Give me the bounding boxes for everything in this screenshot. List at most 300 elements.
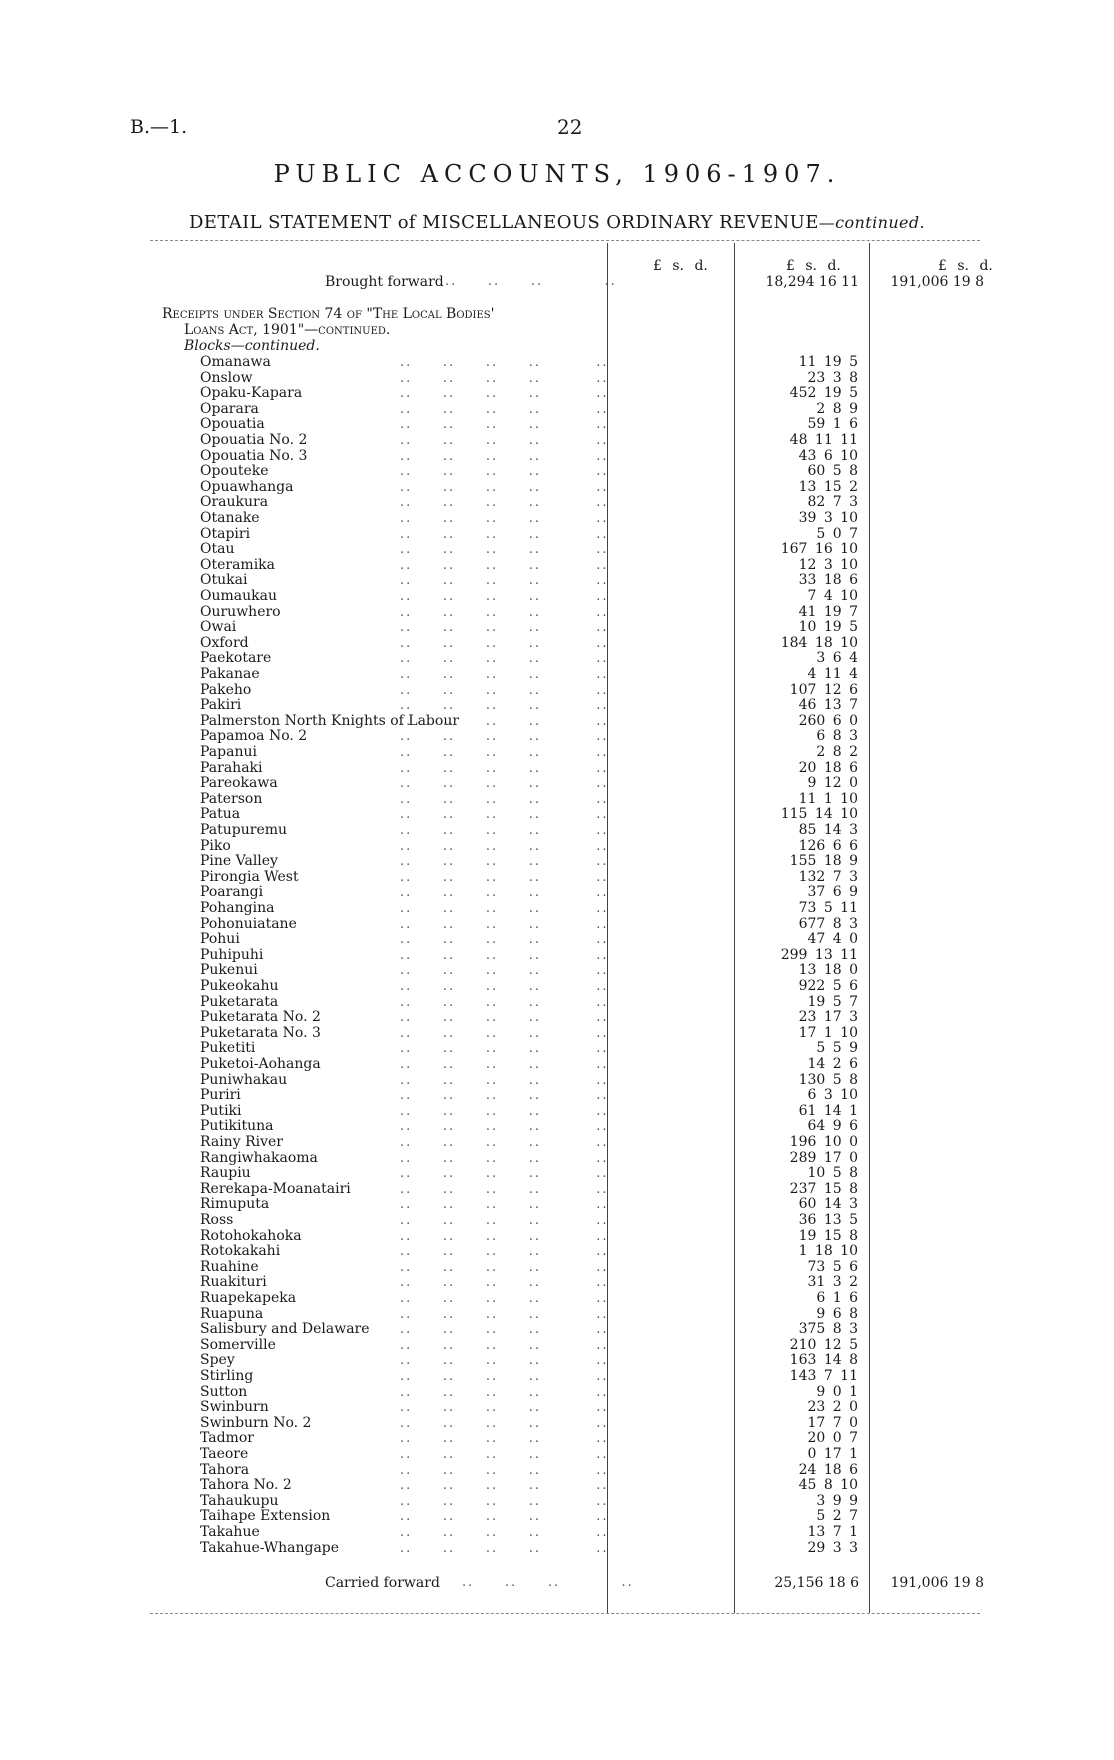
block-amount: 237 15 8 [789,1180,858,1197]
dot-leaders: .. .. .. .. .. [400,1369,609,1384]
block-name: Ruahine [200,1258,259,1275]
block-amount: 23 2 0 [807,1399,858,1416]
block-name: Oraukura [200,494,269,511]
block-name: Poarangi [200,884,264,901]
dot-leaders: .. .. .. .. .. [400,1010,609,1026]
table-row [0,1088,1114,1104]
block-amount: 13 7 1 [807,1524,858,1540]
block-amount: 33 18 6 [798,572,858,589]
table-row [0,511,1114,527]
table-row [0,839,1114,855]
table-row [0,1244,1114,1260]
block-name: Pohangina [200,900,275,916]
dot-leaders: .. .. .. .. .. [400,386,609,402]
block-name: Somerville [200,1336,276,1353]
page-number: 22 [557,115,583,139]
dot-leaders: .. .. .. .. .. [400,1103,609,1119]
dot-leaders: .. .. .. .. .. [400,573,609,589]
block-name: Puhipuhi [200,946,264,963]
block-amount: 36 13 5 [798,1212,858,1228]
block-name: Rotokakahi [200,1243,281,1260]
block-amount: 6 3 10 [807,1087,858,1104]
table-row [0,667,1114,683]
subtitle-main: DETAIL STATEMENT of MISCELLANEOUS ORDINARY REVENUE [188,212,819,233]
block-amount: 4 11 4 [807,666,858,682]
dot-leaders: .. .. .. .. .. [400,1025,609,1041]
block-amount: 39 3 10 [798,510,858,526]
block-amount: 130 5 8 [798,1071,858,1088]
table-row [0,1338,1114,1354]
block-name: Pakiri [200,697,242,714]
dot-leaders: .. .. .. .. .. [400,932,609,948]
dot-leaders: .. .. .. .. .. [400,901,609,916]
block-name: Owai [200,619,237,636]
block-name: Puniwhakau [200,1071,288,1088]
table-row [0,480,1114,496]
block-amount: 2 8 9 [816,400,858,417]
dot-leaders: .. .. .. .. .. [400,1041,609,1057]
dot-leaders: .. .. .. .. .. [400,1525,609,1540]
dot-leaders: .. .. .. .. .. [400,1228,609,1244]
table-row [0,792,1114,808]
dot-leaders: .. .. .. .. .. [400,1431,609,1447]
block-amount: 163 14 8 [789,1352,858,1369]
block-amount: 11 19 5 [798,354,858,370]
block-name: Ouruwhero [200,603,281,620]
block-amount: 299 13 11 [780,946,858,963]
section-heading-line2 [184,322,390,338]
block-name: Parahaki [200,759,263,776]
block-name: Opouatia [200,416,265,433]
table-row [0,1135,1114,1151]
dot-leaders: .. .. .. .. .. [400,1088,609,1104]
block-amount: 37 6 9 [807,884,858,901]
block-amount: 289 17 0 [789,1149,858,1166]
block-name: Puriri [200,1087,241,1104]
block-amount: 132 7 3 [798,868,858,885]
block-amount: 14 2 6 [807,1056,858,1072]
table-row [0,807,1114,823]
dot-leaders: .. .. .. .. .. [400,355,609,370]
block-amount: 452 19 5 [789,385,858,402]
block-name: Tahaukupu [200,1492,279,1509]
table-row [0,527,1114,543]
block-name: Onslow [200,369,253,386]
block-amount: 17 1 10 [798,1024,858,1041]
block-amount: 24 18 6 [798,1461,858,1478]
table-row [0,1509,1114,1525]
block-name: Taeore [200,1446,249,1462]
block-name: Pirongia West [200,868,299,885]
block-amount: 922 5 6 [798,978,858,994]
dot-leaders: .. .. .. .. .. [400,651,609,667]
block-name: Putikituna [200,1118,274,1135]
block-amount: 45 8 10 [798,1477,858,1494]
dot-leaders: .. .. .. .. .. [400,916,609,932]
page-title: PUBLIC ACCOUNTS, 1906-1907. [273,160,841,188]
block-amount: 1 18 10 [798,1243,858,1260]
block-name: Puketarata No. 3 [200,1024,321,1041]
dot-leaders: .. .. .. .. .. [400,464,609,480]
block-name: Takahue [200,1524,260,1540]
block-amount: 7 4 10 [807,588,858,604]
table-row [0,995,1114,1011]
table-row [0,1431,1114,1447]
block-name: Raupiu [200,1165,251,1182]
table-row [0,745,1114,761]
table-row [0,870,1114,886]
dot-leaders: .. .. .. .. .. [400,713,609,729]
block-name: Ruapekapeka [200,1290,297,1306]
block-amount: 12 3 10 [798,556,858,573]
block-amount: 20 0 7 [807,1430,858,1447]
table-row [0,433,1114,449]
block-name: Stirling [200,1368,254,1384]
table-row [0,1041,1114,1057]
table-row [0,1119,1114,1135]
block-amount: 31 3 2 [807,1274,858,1291]
block-name: Tahora [200,1461,250,1478]
block-name: Otapiri [200,525,251,542]
block-amount: 61 14 1 [798,1102,858,1119]
table-row [0,1400,1114,1416]
document-code: B.—1. [130,116,188,138]
table-row [0,963,1114,979]
column-header-3: £ s. d. [938,258,993,274]
block-amount: 60 14 3 [798,1196,858,1213]
section-heading-line2-text: Loans Act, 1901"—continued. [184,322,391,338]
dot-leaders: .. .. .. .. .. [400,854,609,870]
dot-leaders: .. .. .. .. .. [400,401,609,417]
block-name: Rerekapa-Moanatairi [200,1180,351,1197]
dot-leaders: .. .. .. .. .. [400,542,609,558]
dot-leaders: .. .. .. .. .. [400,823,609,838]
block-name: Oumaukau [200,588,277,604]
block-name: Swinburn [200,1399,269,1416]
block-name: Opouteke [200,463,269,480]
table-row [0,605,1114,621]
table-row [0,1275,1114,1291]
column-header-2: £ s. d. [786,258,841,274]
block-amount: 375 8 3 [798,1321,858,1338]
dot-leaders: .. .. .. .. .. [400,760,609,776]
dot-leaders: .. .. .. .. .. [400,495,609,511]
block-amount: 59 1 6 [807,416,858,433]
dot-leaders: .. .. .. .. .. [400,479,609,495]
table-row [0,854,1114,870]
table-row [0,1026,1114,1042]
dot-leaders: .. .. .. .. .. [400,1462,609,1478]
table-row [0,1525,1114,1541]
block-name: Rainy River [200,1134,283,1150]
block-amount: 60 5 8 [807,463,858,480]
table-row [0,1369,1114,1385]
dot-leaders: .. .. .. .. .. [400,979,609,994]
block-amount: 11 1 10 [798,790,858,807]
table-row [0,1353,1114,1369]
dot-leaders: .. .. .. .. .. [400,1478,609,1494]
table-row [0,1010,1114,1026]
dot-leaders: .. .. .. .. .. [400,1213,609,1228]
table-row [0,1463,1114,1479]
table-row [0,729,1114,745]
dot-leaders: .. .. .. .. .. [400,1181,609,1197]
table-row [0,901,1114,917]
block-amount: 17 7 0 [807,1414,858,1431]
dot-leaders: .. .. .. .. .. [400,1493,609,1509]
block-name: Oxford [200,634,249,651]
block-amount: 9 12 0 [807,775,858,792]
dot-leaders: .. .. .. .. .. [400,745,609,760]
block-amount: 5 5 9 [816,1040,858,1057]
dot-leaders: .. .. .. .. .. [400,729,609,745]
dot-leaders: .. .. .. .. .. [400,1400,609,1416]
dot-leaders: .. .. .. .. .. [400,620,609,636]
table-row [0,698,1114,714]
block-name: Tahora No. 2 [200,1477,292,1494]
dot-leaders: .. .. .. .. .. [400,557,609,573]
block-amount: 85 14 3 [798,822,858,838]
table-row [0,417,1114,433]
block-name: Rotohokahoka [200,1227,302,1244]
dot-leaders: .. .. .. .. .. [400,963,609,979]
block-amount: 48 11 11 [789,432,858,448]
dot-leaders: .. .. .. .. .. [400,1306,609,1322]
block-amount: 73 5 6 [807,1258,858,1275]
block-amount: 167 16 10 [780,541,858,558]
dot-leaders: .. .. .. .. .. [400,1415,609,1431]
dot-leaders: .. .. .. .. .. [400,1150,609,1166]
block-name: Opuawhanga [200,478,294,495]
block-amount: 19 15 8 [798,1227,858,1244]
table-row [0,1416,1114,1432]
block-name: Puketarata [200,993,279,1010]
table-row [0,1322,1114,1338]
block-name: Puketiti [200,1040,256,1057]
block-name: Oparara [200,400,259,417]
column-header-1: £ s. d. [653,258,708,274]
block-amount: 155 18 9 [789,853,858,870]
block-name: Ross [200,1212,234,1228]
block-amount: 3 6 4 [816,650,858,667]
block-amount: 47 4 0 [807,931,858,948]
block-amount: 23 3 8 [807,369,858,386]
block-name: Taihape Extension [200,1508,331,1525]
brought-forward-label: Brought forward [325,274,444,290]
block-name: Pohonuiatane [200,915,297,932]
block-amount: 43 6 10 [798,447,858,464]
block-name: Pohui [200,931,240,948]
table-row [0,620,1114,636]
dot-leaders: .. .. .. .. .. [400,776,609,792]
block-amount: 13 15 2 [798,478,858,495]
block-name: Opouatia No. 3 [200,447,308,464]
section-subheading: Blocks—continued. [184,338,320,354]
table-row [0,495,1114,511]
dot-leaders: .. .. .. .. .. [400,807,609,823]
block-name: Oteramika [200,556,276,573]
block-amount: 5 0 7 [816,525,858,542]
block-amount: 6 1 6 [816,1290,858,1306]
table-row [0,1073,1114,1089]
table-row [0,917,1114,933]
block-name: Paterson [200,790,263,807]
section-heading-line1: Receipts under Section 74 of "The Local Bodies' [162,306,495,322]
block-amount: 126 6 6 [798,837,858,854]
table-row [0,449,1114,465]
table-row [0,1478,1114,1494]
table-row [0,979,1114,995]
dot-leaders: .. .. .. .. .. [400,838,609,854]
dot-leaders: .. .. .. .. .. [400,1166,609,1182]
block-name: Opouatia No. 2 [200,432,308,448]
block-name: Putiki [200,1102,242,1119]
block-amount: 5 2 7 [816,1508,858,1525]
brought-forward-col3: 191,006 19 8 [890,274,984,290]
dot-leaders: .. .. .. .. .. [400,1337,609,1353]
block-amount: 10 19 5 [798,619,858,636]
dot-leaders: .. .. .. .. .. [400,589,609,604]
table-row [0,683,1114,699]
block-name: Sutton [200,1383,248,1400]
table-row [0,542,1114,558]
dot-leaders: .. .. .. .. .. [400,994,609,1010]
dot-leaders: .. .. .. .. .. [400,1275,609,1291]
block-name: Pareokawa [200,775,278,792]
carried-forward-label: Carried forward [325,1575,440,1591]
table-row [0,1229,1114,1245]
block-name: Paekotare [200,650,272,667]
table-bottom-rule [150,1613,980,1614]
dot-leaders: .. .. .. .. .. [400,698,609,714]
table-row [0,948,1114,964]
block-amount: 82 7 3 [807,494,858,511]
block-amount: 46 13 7 [798,697,858,714]
table-row [0,1166,1114,1182]
block-name: Spey [200,1352,235,1369]
dot-leaders: .. .. .. .. .. [400,1244,609,1260]
block-name: Pukeokahu [200,978,279,994]
carried-forward-leaders: .. .. .. .. [462,1575,634,1590]
block-name: Patupuremu [200,822,288,838]
table-row [0,1057,1114,1073]
table-row [0,1541,1114,1557]
dot-leaders: .. .. .. .. .. [400,1072,609,1088]
dot-leaders: .. .. .. .. .. [400,1540,609,1556]
dot-leaders: .. .. .. .. .. [400,1119,609,1135]
dot-leaders: .. .. .. .. .. [400,885,609,901]
dot-leaders: .. .. .. .. .. [400,1291,609,1306]
subtitle-suffix: —continued. [818,213,926,232]
table-row [0,1385,1114,1401]
table-row [0,1494,1114,1510]
block-name: Otanake [200,510,260,526]
carried-forward-col2: 25,156 18 6 [774,1575,859,1591]
block-name: Takahue-Whangape [200,1539,340,1556]
dot-leaders: .. .. .. .. .. [400,1384,609,1400]
table-row [0,651,1114,667]
table-row [0,1213,1114,1229]
table-row [0,823,1114,839]
dot-leaders: .. .. .. .. .. [400,635,609,651]
block-name: Papamoa No. 2 [200,728,308,745]
dot-leaders: .. .. .. .. .. [400,511,609,526]
dot-leaders: .. .. .. .. .. [400,433,609,448]
block-name: Patua [200,806,241,823]
block-amount: 196 10 0 [789,1134,858,1150]
table-row [0,558,1114,574]
block-amount: 677 8 3 [798,915,858,932]
block-name: Pakanae [200,666,260,682]
table-row [0,355,1114,371]
dot-leaders: .. .. .. .. .. [400,1509,609,1525]
block-name: Pine Valley [200,853,278,870]
block-amount: 260 6 0 [798,712,858,729]
block-amount: 13 18 0 [798,962,858,979]
table-row [0,402,1114,418]
dot-leaders: .. .. .. .. .. [400,417,609,433]
dot-leaders: .. .. .. .. .. [400,370,609,386]
table-row [0,761,1114,777]
block-amount: 41 19 7 [798,603,858,620]
block-amount: 23 17 3 [798,1009,858,1026]
table-row [0,589,1114,605]
dot-leaders: .. .. .. .. .. [400,682,609,698]
dot-leaders: .. .. .. .. .. [400,1447,609,1462]
table-row [0,776,1114,792]
table-row [0,1291,1114,1307]
block-amount: 19 5 7 [807,993,858,1010]
table-row [0,1447,1114,1463]
block-amount: 0 17 1 [807,1446,858,1462]
dot-leaders: .. .. .. .. .. [400,526,609,542]
table-row [0,1151,1114,1167]
table-row [0,714,1114,730]
dot-leaders: .. .. .. .. .. [400,1135,609,1150]
block-name: Omanawa [200,354,271,370]
block-name: Rangiwhakaoma [200,1149,318,1166]
table-top-rule [150,240,980,241]
table-row [0,885,1114,901]
table-row [0,1260,1114,1276]
block-name: Palmerston North Knights of Labour [200,712,460,729]
block-name: Papanui [200,744,257,760]
block-name: Puketarata No. 2 [200,1009,321,1026]
block-amount: 115 14 10 [780,806,858,823]
table-row [0,371,1114,387]
block-name: Salisbury and Delaware [200,1321,370,1338]
block-name: Piko [200,837,231,854]
table-row [0,1307,1114,1323]
dot-leaders: .. .. .. .. .. [400,947,609,963]
brought-forward-col2: 18,294 16 11 [765,274,859,290]
dot-leaders: .. .. .. .. .. [400,1197,609,1213]
block-amount: 210 12 5 [789,1336,858,1353]
table-row [0,1197,1114,1213]
dot-leaders: .. .. .. .. .. [400,1057,609,1072]
block-amount: 184 18 10 [780,634,858,651]
block-name: Otau [200,541,235,558]
statement-subtitle [0,212,1114,233]
block-amount: 29 3 3 [807,1539,858,1556]
dot-leaders: .. .. .. .. .. [400,667,609,682]
block-amount: 64 9 6 [807,1118,858,1135]
table-row [0,464,1114,480]
block-amount: 9 6 8 [816,1305,858,1322]
block-amount: 2 8 2 [816,744,858,760]
dot-leaders: .. .. .. .. .. [400,1259,609,1275]
table-row [0,386,1114,402]
